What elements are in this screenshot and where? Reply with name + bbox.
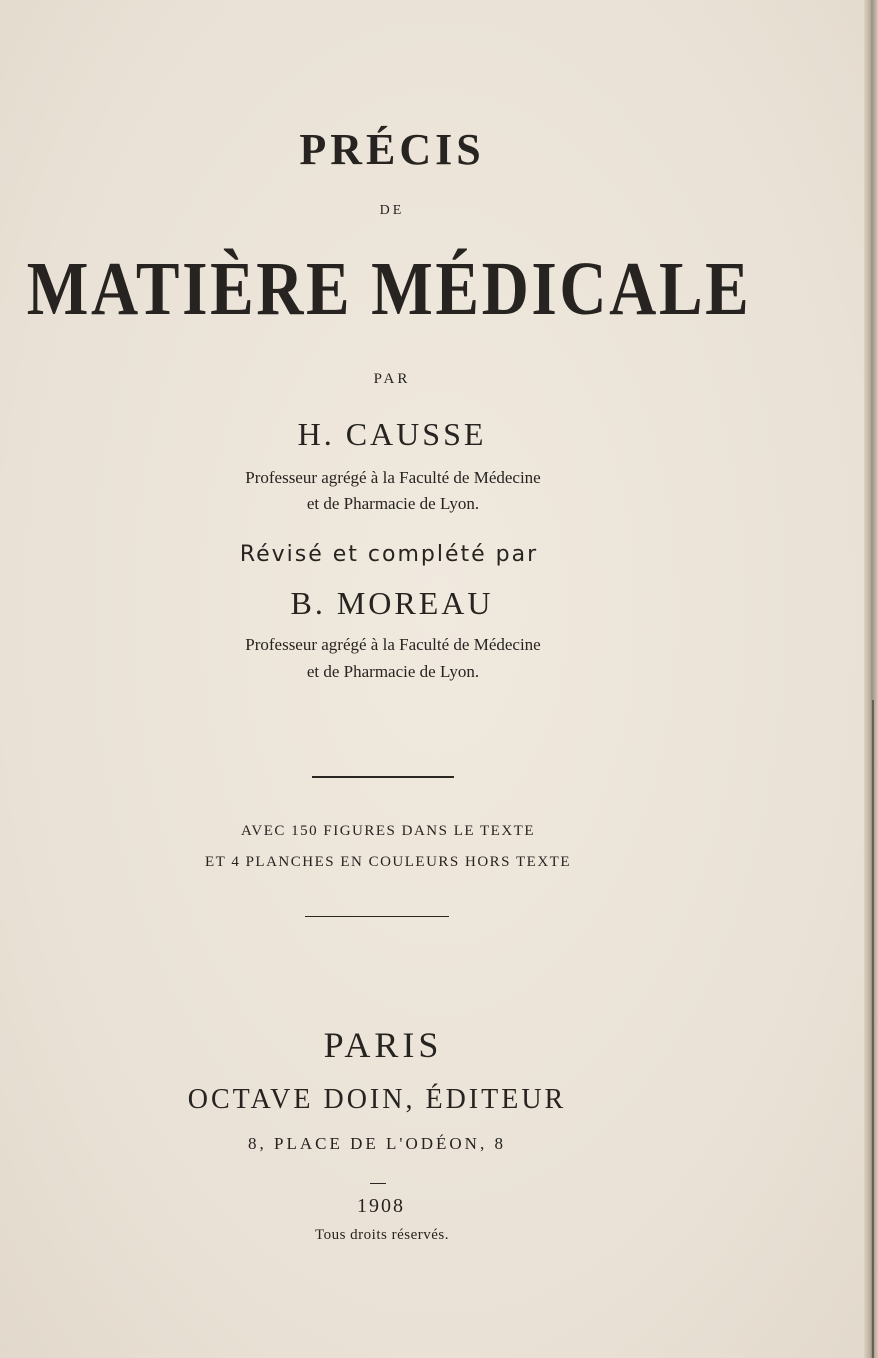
imprint-city: PARIS — [323, 1025, 443, 1065]
title-connector: DE — [379, 203, 405, 218]
title-small: PRÉCIS — [299, 125, 485, 174]
divider-rule-short — [370, 1183, 386, 1184]
imprint-rights: Tous droits réservés. — [314, 1227, 449, 1243]
illustrations-line2: ET 4 PLANCHES EN COULEURS HORS TEXTE — [205, 854, 571, 870]
binding-edge — [872, 700, 874, 1358]
imprint-publisher: OCTAVE DOIN, ÉDITEUR — [187, 1084, 567, 1115]
main-title: MATIÈRE MÉDICALE — [26, 247, 752, 331]
author-name: H. CAUSSE — [297, 416, 487, 452]
illustrations-line1: AVEC 150 FIGURES DANS LE TEXTE — [240, 823, 536, 839]
by-label: PAR — [373, 371, 411, 387]
author-affiliation-line2: et de Pharmacie de Lyon. — [306, 494, 480, 513]
author-affiliation-line1: Professeur agrégé à la Faculté de Médecine — [245, 468, 541, 487]
reviser-name: B. MOREAU — [290, 585, 494, 621]
divider-rule-top — [312, 776, 454, 778]
divider-rule-middle — [305, 916, 449, 917]
revised-by-label: Révisé et complété par — [239, 542, 539, 567]
page-edge-shadow — [864, 0, 878, 1358]
reviser-affiliation-line2: et de Pharmacie de Lyon. — [306, 662, 480, 681]
imprint-address: 8, PLACE DE L'ODÉON, 8 — [248, 1134, 506, 1153]
reviser-affiliation-line1: Professeur agrégé à la Faculté de Médecine — [245, 635, 541, 654]
imprint-year: 1908 — [357, 1195, 405, 1217]
